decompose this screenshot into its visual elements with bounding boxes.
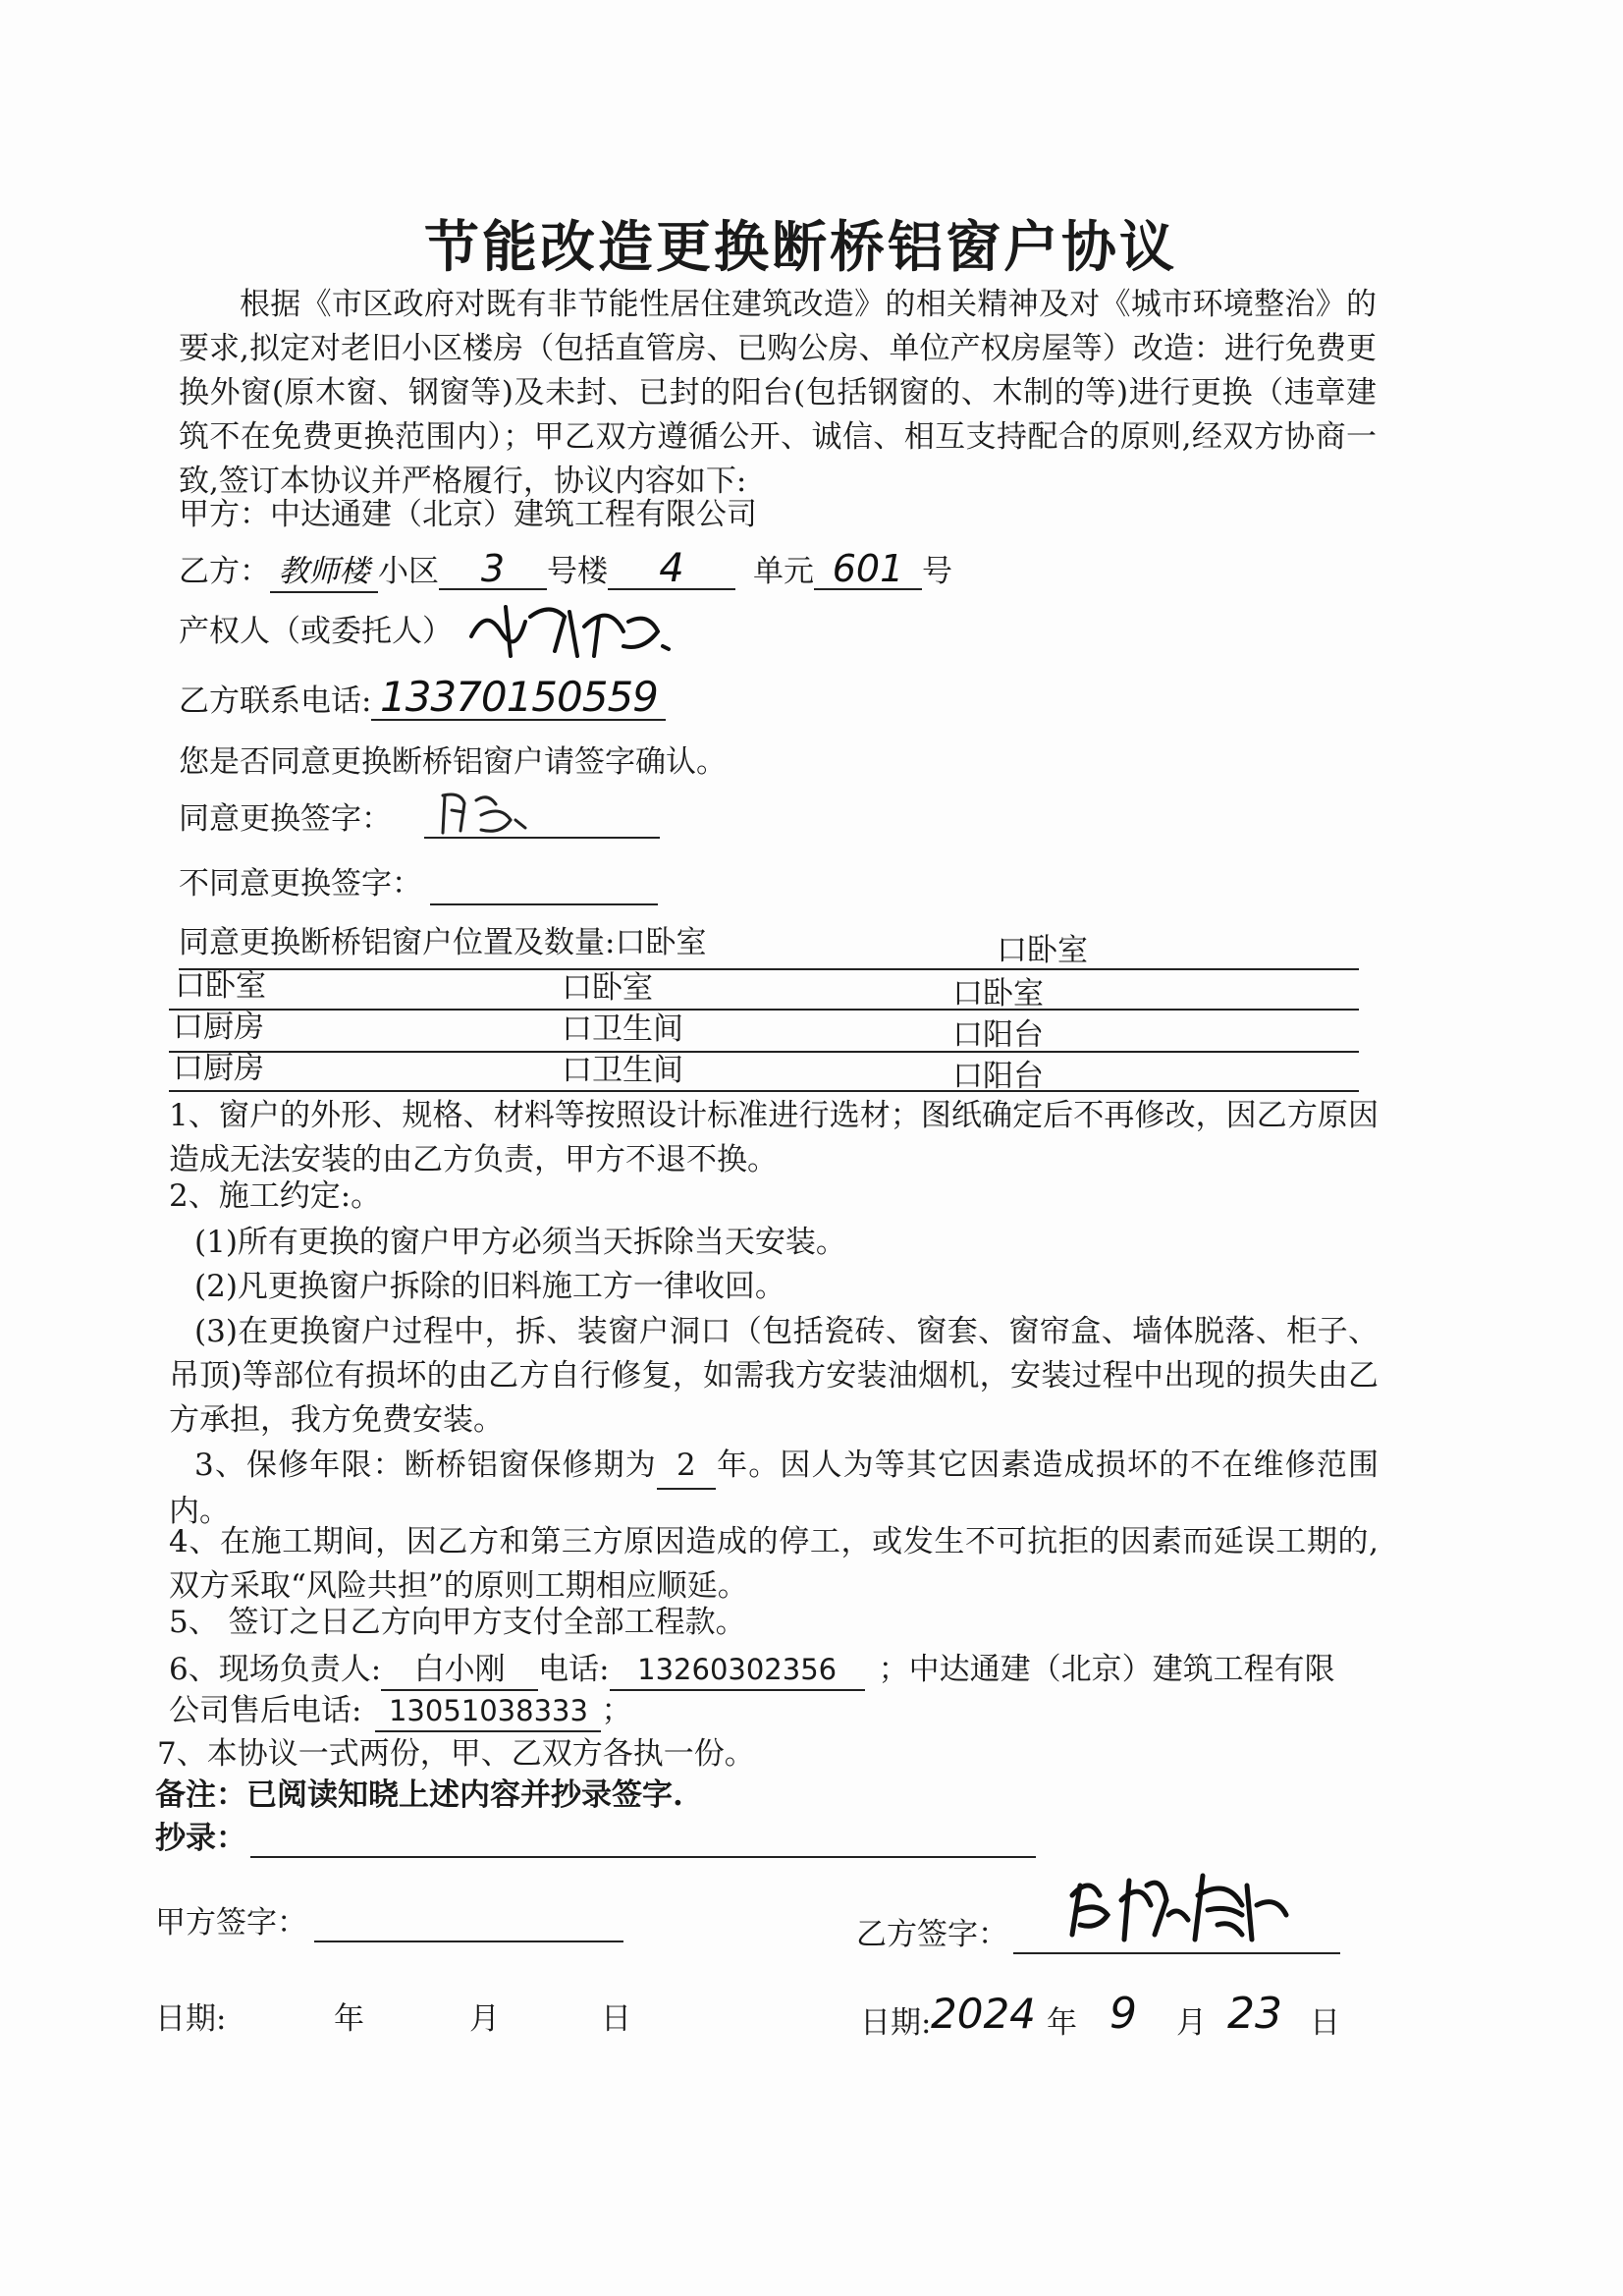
window-bedroom-4[interactable]: 口卧室: [952, 976, 1044, 1011]
window-balcony-0[interactable]: 口阳台: [952, 1017, 1044, 1053]
disagree-label: 不同意更换签字：: [179, 866, 422, 902]
date-b-day-value: 23: [1227, 1989, 1282, 2039]
clause-6-prefix: 6、现场负责人:: [169, 1652, 382, 1687]
after-sales-suffix: ；: [601, 1693, 632, 1728]
sign-a-label: 甲方签字：: [155, 1905, 307, 1941]
disagree-line: [430, 903, 658, 905]
date-a-month: 月: [469, 2001, 500, 2037]
manager-phone: 13260302356: [610, 1650, 865, 1691]
window-kitchen-1[interactable]: 口厨房: [173, 1051, 264, 1086]
room-suffix: 号: [922, 554, 952, 589]
phone-field: 13370150559: [371, 676, 666, 721]
window-bathroom-1[interactable]: 口卫生间: [562, 1053, 683, 1088]
date-b-year: 年: [1047, 2005, 1077, 2041]
building-suffix: 号楼: [547, 554, 608, 589]
date-b-year-value: 2024: [931, 1990, 1036, 2038]
warranty-years: 2: [657, 1444, 716, 1490]
windows-row-line-3: [169, 1090, 1359, 1092]
date-b-label: 日期:: [860, 2005, 932, 2041]
clause-6-line-2: [169, 1691, 631, 1732]
agree-signature: [437, 786, 555, 840]
copy-label: 抄录：: [155, 1821, 246, 1856]
clause-1: 1、窗户的外形、规格、材料等按照设计标准进行选材；图纸确定后不再修改，因乙方原因造成无法安装的由乙方负责，甲方不退不换。: [169, 1098, 1379, 1177]
clause-2-1: (1)所有更换的窗户甲方必须当天拆除当天安装。: [194, 1225, 846, 1260]
company-part: ；中达通建（北京）建筑工程有限: [878, 1652, 1335, 1687]
party-b-label: 乙方：: [179, 554, 270, 589]
date-a-day: 日: [601, 2001, 631, 2037]
windows-label-text: 同意更换断桥铝窗户位置及数量:: [179, 925, 616, 960]
date-b-day: 日: [1310, 2005, 1340, 2041]
sign-b-label: 乙方签字：: [856, 1917, 1008, 1952]
party-b-signature: [1060, 1856, 1306, 1954]
clause-3-prefix: 3、保修年限：断桥铝窗保修期为: [194, 1448, 657, 1483]
clause-3-suffix: 年。因人为等其它因素造成损坏的不在维修范围内。: [169, 1448, 1379, 1529]
window-bedroom-2[interactable]: 口卧室: [175, 968, 266, 1004]
window-bathroom-0[interactable]: 口卫生间: [562, 1011, 683, 1047]
sign-a-line: [314, 1941, 623, 1942]
date-a-year: 年: [334, 2001, 364, 2037]
unit-field: 4: [608, 549, 735, 590]
consent-prompt: 您是否同意更换断桥铝窗户请签字确认。: [179, 744, 727, 780]
phone-label: 乙方联系电话:: [179, 683, 372, 719]
clause-7: 7、本协议一式两份，甲、乙双方各执一份。: [157, 1736, 755, 1772]
window-bedroom-3[interactable]: 口卧室: [562, 970, 653, 1006]
windows-row-line-2: [169, 1051, 1359, 1053]
clause-6-line-1: [169, 1650, 1335, 1691]
clause-2: 2、施工约定:。: [169, 1178, 382, 1214]
window-kitchen-0[interactable]: 口厨房: [173, 1010, 264, 1045]
clause-4: 4、在施工期间，因乙方和第三方原因造成的停工，或发生不可抗拒的因素而延误工期的,双方采取“风险共担”的原则工期相应顺延。: [169, 1524, 1379, 1604]
manager-phone-label: 电话:: [538, 1652, 610, 1687]
window-bedroom-0[interactable]: 口卧室: [615, 925, 707, 960]
site-manager: 白小刚: [381, 1650, 538, 1691]
windows-row-line-0: [179, 968, 1359, 970]
windows-label: [179, 923, 706, 962]
window-balcony-1[interactable]: 口阳台: [952, 1059, 1044, 1094]
owner-label: 产权人（或委托人）: [179, 614, 453, 649]
windows-row-line-1: [169, 1009, 1359, 1011]
clause-2-2: (2)凡更换窗户拆除的旧料施工方一律收回。: [194, 1269, 785, 1304]
community-suffix: 小区: [378, 554, 439, 589]
date-b-month-value: 9: [1109, 1989, 1137, 2039]
room-field: 601: [814, 549, 922, 590]
community-field: 教师楼: [270, 552, 378, 593]
phone-line: [179, 673, 666, 721]
building-field: 3: [439, 549, 547, 590]
party-a: 甲方：中达通建（北京）建筑工程有限公司: [179, 497, 757, 532]
after-sales-phone: 13051038333: [375, 1691, 601, 1732]
date-a-label: 日期:: [155, 2001, 227, 2037]
remark: 备注：已阅读知晓上述内容并抄录签字.: [155, 1777, 683, 1813]
intro-paragraph: 根据《市区政府对既有非节能性居住建筑改造》的相关精神及对《城市环境整治》的要求,拟定对老旧小区楼房（包括直管房、已购公房、单位产权房屋等）改造：进行免费更换外窗(原木窗、钢窗等)及未封、已封的阳台(包括钢窗的、木制的等)进行更换（违章建筑不在免费更换范围内）；甲乙双方遵循公开、诚信、相互支持配合的原则,经双方协商一致,签订本协议并严格履行，协议内容如下:: [179, 287, 1377, 499]
after-sales-label: 公司售后电话:: [169, 1693, 362, 1728]
copy-line: [250, 1856, 1036, 1858]
unit-suffix: 单元: [753, 554, 814, 589]
page-title: 节能改造更换断桥铝窗户协议: [424, 216, 1177, 280]
window-bedroom-1[interactable]: 口卧室: [997, 933, 1088, 968]
date-b-month: 月: [1176, 2005, 1207, 2041]
clause-2-3: (3)在更换窗户过程中，拆、装窗户洞口（包括瓷砖、窗套、窗帘盒、墙体脱落、柜子、吊顶)等部位有损坏的由乙方自行修复，如需我方安装油烟机，安装过程中出现的损失由乙方承担，我方免费安装。: [169, 1314, 1379, 1438]
clause-5: 5、 签订之日乙方向甲方支付全部工程款。: [169, 1605, 746, 1640]
owner-signature: [461, 587, 687, 666]
agree-label: 同意更换签字：: [179, 801, 392, 837]
